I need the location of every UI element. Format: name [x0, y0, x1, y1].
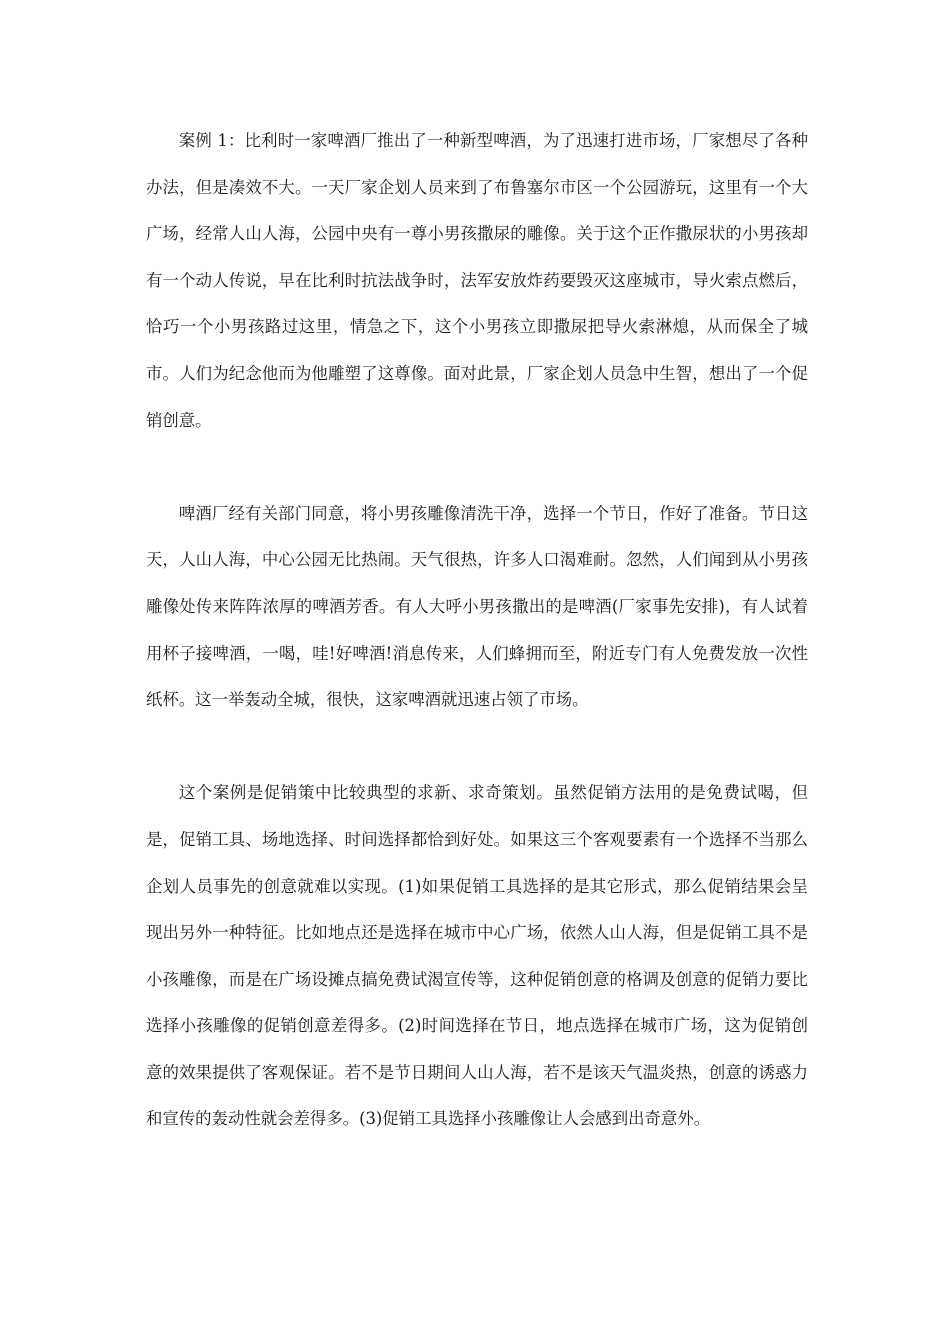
document-body: [146, 118, 808, 1143]
paragraph-case-analysis: 这个案例是促销策中比较典型的求新、求奇策划。虽然促销方法用的是免费试喝，但是，促销工具、场地选择、时间选择都恰到好处。如果这三个客观要素有一个选择不当那么企划人员事先的创意就难以实现。(1)如果促销工具选择的是其它形式，那么促销结果会呈现出另外一种特征。比如地点还是选择在城市中心广场，依然人山人海，但是促销工具不是小孩雕像，而是在广场设摊点搞免费试渴宣传等，这种促销创意的格调及创意的促销力要比选择小孩雕像的促销创意差得多。(2)时间选择在节日，地点选择在城市广场，这为促销创意的效果提供了客观保证。若不是节日期间人山人海，若不是该天气温炎热，创意的诱惑力和宣传的轰动性就会差得多。(3)促销工具选择小孩雕像让人会感到出奇意外。: [146, 783, 808, 1129]
paragraph-promotion-event: 啤酒厂经有关部门同意，将小男孩雕像清洗干净，选择一个节日，作好了准备。节日这天，人山人海，中心公园无比热闹。天气很热，许多人口渴难耐。忽然，人们闻到从小男孩雕像处传来阵阵浓厚的啤酒芳香。有人大呼小男孩撒出的是啤酒(厂家事先安排)，有人试着用杯子接啤酒，一喝，哇!好啤酒!消息传来，人们蜂拥而至，附近专门有人免费发放一次性纸杯。这一举轰动全城，很快，这家啤酒就迅速占领了市场。: [146, 503, 808, 710]
paragraph-case-story: 案例 1：比利时一家啤酒厂推出了一种新型啤酒，为了迅速打进市场，厂家想尽了各种办法，但是凑效不大。一天厂家企划人员来到了布鲁塞尔市区一个公园游玩，这里有一个大广场，经常人山人海，公园中央有一尊小男孩撒尿的雕像。关于这个正作撒尿状的小男孩却有一个动人传说，早在比利时抗法战争时，法军安放炸药要毁灭这座城市，导火索点燃后，恰巧一个小男孩路过这里，情急之下，这个小男孩立即撒尿把导火索淋熄，从而保全了城市。人们为纪念他而为他雕塑了这尊像。面对此景，厂家企划人员急中生智，想出了一个促销创意。: [146, 131, 808, 430]
